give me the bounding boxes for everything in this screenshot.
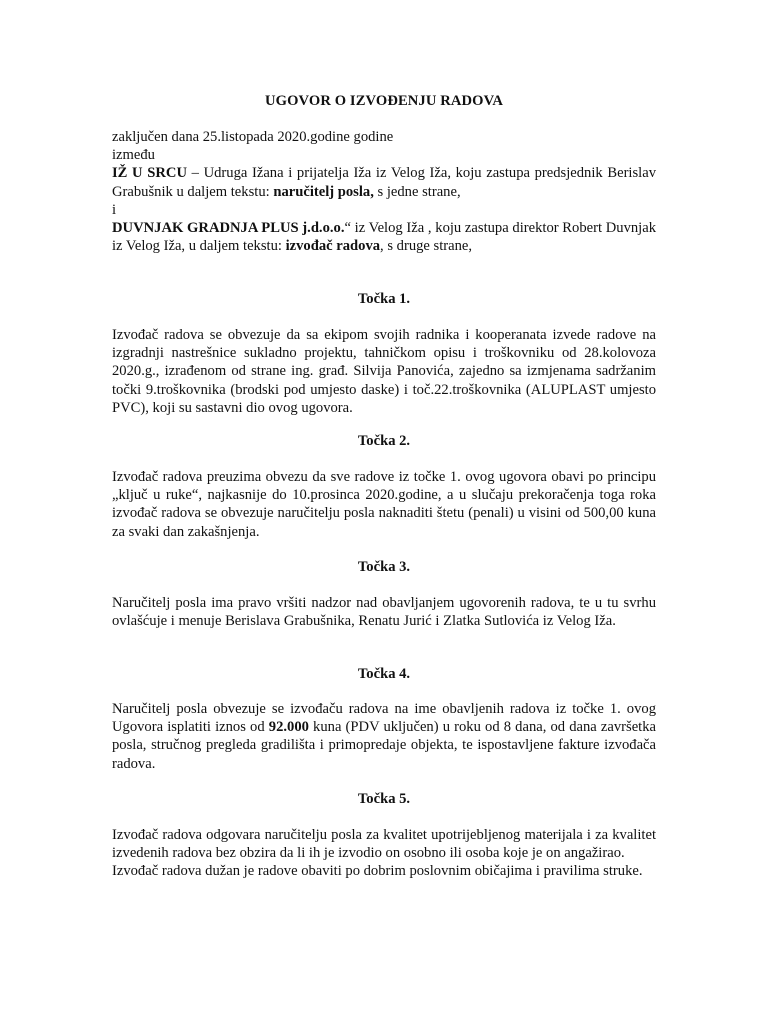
section-1-heading: Točka 1.: [357, 291, 411, 307]
party-two-text-a: “ iz Velog Iža , koju zastupa direktor Robert Duvnjak iz Velog Iža, u daljem tekstu:: [112, 220, 656, 255]
contract-intro: [112, 128, 656, 255]
section-5-text: [112, 826, 656, 881]
section-3-text: [112, 594, 656, 630]
party-one-text-b: s jedne strane,: [373, 183, 461, 200]
section-4-text: [112, 700, 656, 773]
party-two-text-b: , s druge strane,: [380, 238, 473, 255]
section-4-paragraph: [112, 700, 656, 773]
party-one-name: IŽ U SRCU: [112, 165, 187, 182]
section-3-heading: Točka 3.: [357, 559, 411, 575]
section-4-heading: Točka 4.: [357, 666, 411, 682]
section-1-text: [112, 326, 656, 417]
conclusion-date-line: zaključen dana 25.listopada 2020.godine godine: [112, 129, 394, 145]
between-line: između: [112, 147, 155, 164]
party-two-role: izvođač radova: [285, 238, 381, 255]
document-title: UGOVOR O IZVOĐENJU RADOVA: [264, 93, 503, 109]
contract-amount: 92.000: [268, 719, 309, 736]
party-one-paragraph: [112, 164, 656, 200]
section-1-paragraph: Izvođač radova se obvezuje da sa ekipom svojih radnika i kooperanata izvede radove na izgradnji nastrešnice sukladno projektu, tahničkom opisu i troškovniku od 28.kolovoza 2020.g., izrađenom od strane ing. građ. Silvija Panovića, zajedno sa izmjenama sadržanim točki 9.troškovnika (brodski pod umjesto daske) i toč.22.troškovnika (ALUPLAST umjesto PVC), koji su sastavni dio ovog ugovora.: [112, 327, 656, 416]
section-2-text: [112, 468, 656, 541]
section-4-text-a: Naručitelj posla obvezuje se izvođaču radova na ime obavljenih radova iz točke 1. ovog Ugovora isplatiti iznos od: [112, 701, 656, 736]
section-2-heading: Točka 2.: [357, 433, 411, 449]
conjunction-line: i: [112, 201, 117, 218]
section-5-paragraph-1: Izvođač radova odgovara naručitelju posla za kvalitet upotrijebljenog materijala i za kvalitet izvedenih radova bez obzira da li ih je izvodio on osobno ili osoba koje je on angažirao.: [112, 827, 656, 862]
section-4-text-b: kuna (PDV uključen) u roku od 8 dana, od dana završetka posla, stručnog pregleda gradilišta i primopredaje objekta, te ispostavljene fakture izvođača radova.: [112, 719, 657, 772]
section-2-paragraph: Izvođač radova preuzima obvezu da sve radove iz točke 1. ovog ugovora obavi po principu „ključ u ruke“, najkasnije do 10.prosinca 2020.godine, a u slučaju prekoračenja toga roka izvođač radova se obvezuje naručitelju posla naknaditi štetu (penali) u visini od 500,00 kuna za svaki dan zakašnjenja.: [112, 469, 656, 540]
section-3-paragraph: Naručitelj posla ima pravo vršiti nadzor nad obavljanjem ugovorenih radova, te u tu svrhu ovlašćuje i menuje Berislava Grabušnika, Renatu Jurić i Zlatka Sutlovića iz Velog Iža.: [112, 595, 656, 630]
party-two-name: DUVNJAK GRADNJA PLUS j.d.o.o.: [112, 220, 345, 237]
section-5-heading: Točka 5.: [357, 791, 411, 807]
party-one-text-a: – Udruga Ižana i prijatelja Iža iz Velog Iža, koju zastupa predsjednik Berislav Grabušnik u daljem tekstu:: [112, 165, 656, 200]
party-one-role: naručitelj posla,: [273, 183, 374, 200]
section-5-paragraph-2: Izvođač radova dužan je radove obaviti po dobrim poslovnim običajima i pravilima struke.: [112, 863, 643, 880]
party-two-paragraph: [112, 219, 656, 255]
